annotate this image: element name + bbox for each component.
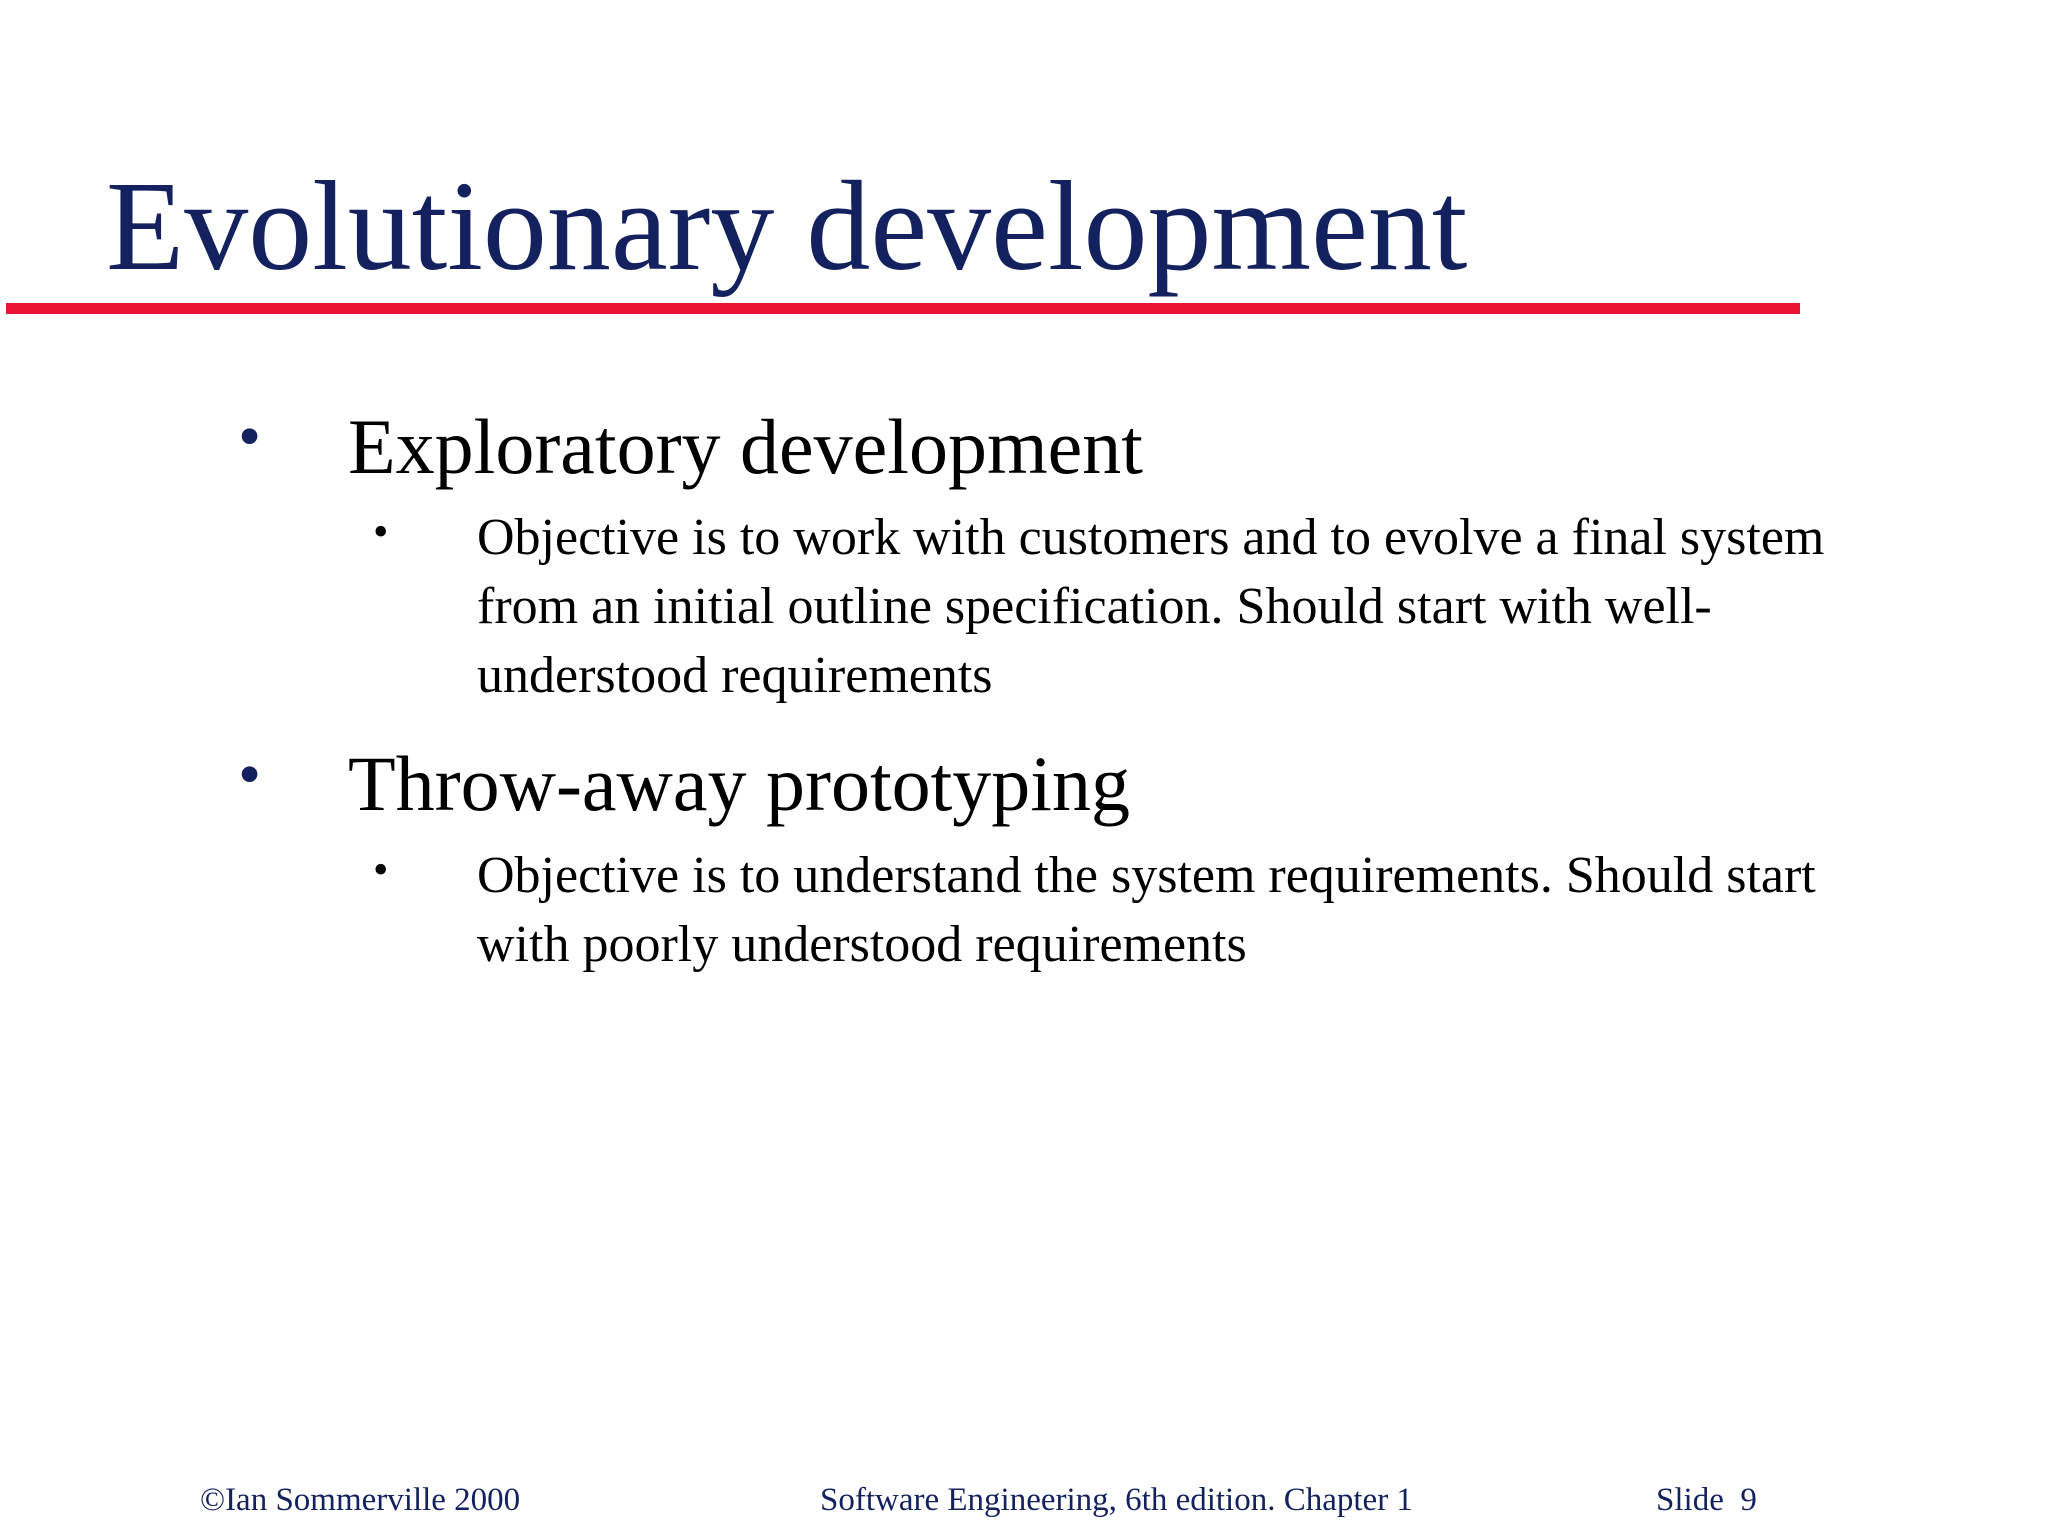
bullet-heading-exploratory: Exploratory development xyxy=(348,403,1143,490)
sub-bullet-dot-icon: • xyxy=(373,845,389,894)
sub-bullet-dot-icon: • xyxy=(373,507,389,556)
footer-book-title: Software Engineering, 6th edition. Chapter 1 xyxy=(820,1482,1413,1518)
title-underline-rule xyxy=(6,303,1800,314)
bullet-heading-throwaway: Throw-away prototyping xyxy=(348,740,1130,827)
sub-bullet-text-throwaway: Objective is to understand the system requirements. Should start with poorly understood requirements xyxy=(477,847,1816,973)
sub-bullet-text-exploratory: Objective is to work with customers and to evolve a final system from an initial outline specification. Should start with well-understood requirements xyxy=(477,509,1825,704)
bullet-dot-icon: • xyxy=(238,738,262,811)
bullet-dot-icon: • xyxy=(238,400,262,473)
slide-title: Evolutionary development xyxy=(106,155,1468,297)
footer-copyright: ©Ian Sommerville 2000 xyxy=(200,1482,521,1518)
footer-slide-number: Slide 9 xyxy=(1656,1482,1757,1518)
